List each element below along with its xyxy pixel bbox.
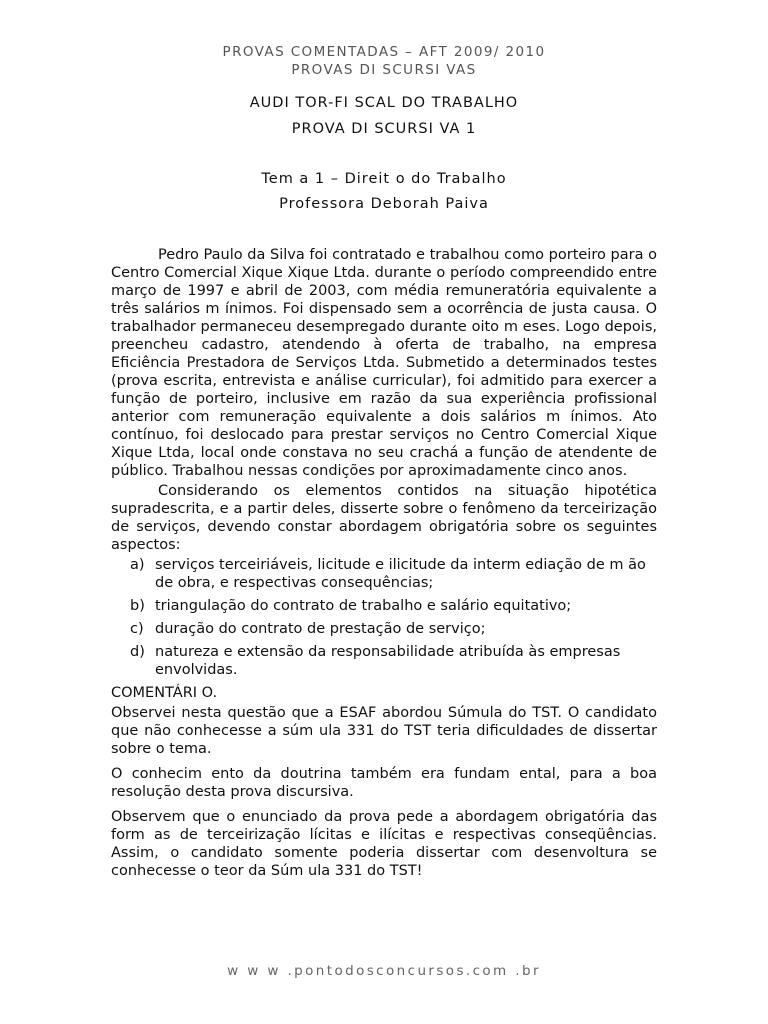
- theme-heading: Tem a 1 – Direit o do Trabalho: [261, 171, 507, 187]
- list-item-text: serviços terceiriáveis, licitude e ilicitude da interm ediação de m ão de obra, e respectivas consequências;: [155, 557, 646, 591]
- footer-url[interactable]: w w w .pontodosconcursos.com .br: [227, 963, 541, 979]
- aspects-list: [111, 556, 657, 679]
- document-body: [111, 246, 657, 880]
- list-marker: c): [130, 621, 144, 637]
- running-header-title: PROVAS COMENTADAS – AFT 2009/ 2010: [222, 44, 546, 60]
- instruction-paragraph: Considerando os elementos contidos na situação hipotética supradescrita, e a partir deles, disserte sobre o fenômeno da terceirização de serviços, devendo constar abordagem obrigatória sobre os seguintes aspectos:: [111, 483, 657, 553]
- list-item-text: triangulação do contrato de trabalho e salário equitativo;: [155, 598, 572, 614]
- comment-paragraph: Observei nesta questão que a ESAF abordou Súmula do TST. O candidato que não conhecesse a súm ula 331 do TST teria dificuldades de dissertar sobre o tema.: [111, 705, 657, 757]
- exam-subtitle: PROVA DI SCURSI VA 1: [291, 121, 477, 137]
- list-item: [111, 597, 657, 615]
- comment-paragraph: Observem que o enunciado da prova pede a abordagem obrigatória das form as de terceirização lícitas e ilícitas e respectivas conseqüências. Assim, o candidato somente poderia dissertar com desenvoltura se conhecesse o teor da Súm ula 331 do TST!: [111, 809, 657, 879]
- list-item-text: natureza e extensão da responsabilidade atribuída às empresas envolvidas.: [155, 644, 621, 678]
- exam-title: AUDI TOR-FI SCAL DO TRABALHO: [249, 95, 519, 111]
- list-item-text: duração do contrato de prestação de serviço;: [155, 621, 486, 637]
- list-marker: a): [130, 557, 145, 573]
- teacher-name: Professora Deborah Paiva: [279, 196, 489, 212]
- comment-heading: COMENTÁRI O.: [111, 685, 218, 701]
- running-header-subtitle: PROVAS DI SCURSI VAS: [291, 62, 477, 78]
- comment-paragraph: O conhecim ento da doutrina também era fundam ental, para a boa resolução desta prova discursiva.: [111, 766, 657, 800]
- case-paragraph: Pedro Paulo da Silva foi contratado e trabalhou como porteiro para o Centro Comercial Xique Xique Ltda. durante o período compreendido entre março de 1997 e abril de 2003, com média remuneratória equivalente a três salários m ínimos. Foi dispensado sem a ocorrência de justa causa. O trabalhador permaneceu desempregado durante oito m eses. Logo depois, preencheu cadastro, atendendo à oferta de trabalho, na empresa Eficiência Prestadora de Serviços Ltda. Submetido a determinados testes (prova escrita, entrevista e análise curricular), foi admitido para exercer a função de porteiro, inclusive em razão da sua experiência profissional anterior com remuneração equivalente a dois salários m ínimos. Ato contínuo, foi deslocado para prestar serviços no Centro Comercial Xique Xique Ltda, local onde constava no seu crachá a função de atendente de público. Trabalhou nessas condições por aproximadamente cinco anos.: [111, 247, 657, 479]
- list-marker: d): [130, 644, 145, 660]
- list-marker: b): [130, 598, 145, 614]
- list-item: [111, 556, 657, 592]
- list-item: [111, 620, 657, 638]
- list-item: [111, 643, 657, 679]
